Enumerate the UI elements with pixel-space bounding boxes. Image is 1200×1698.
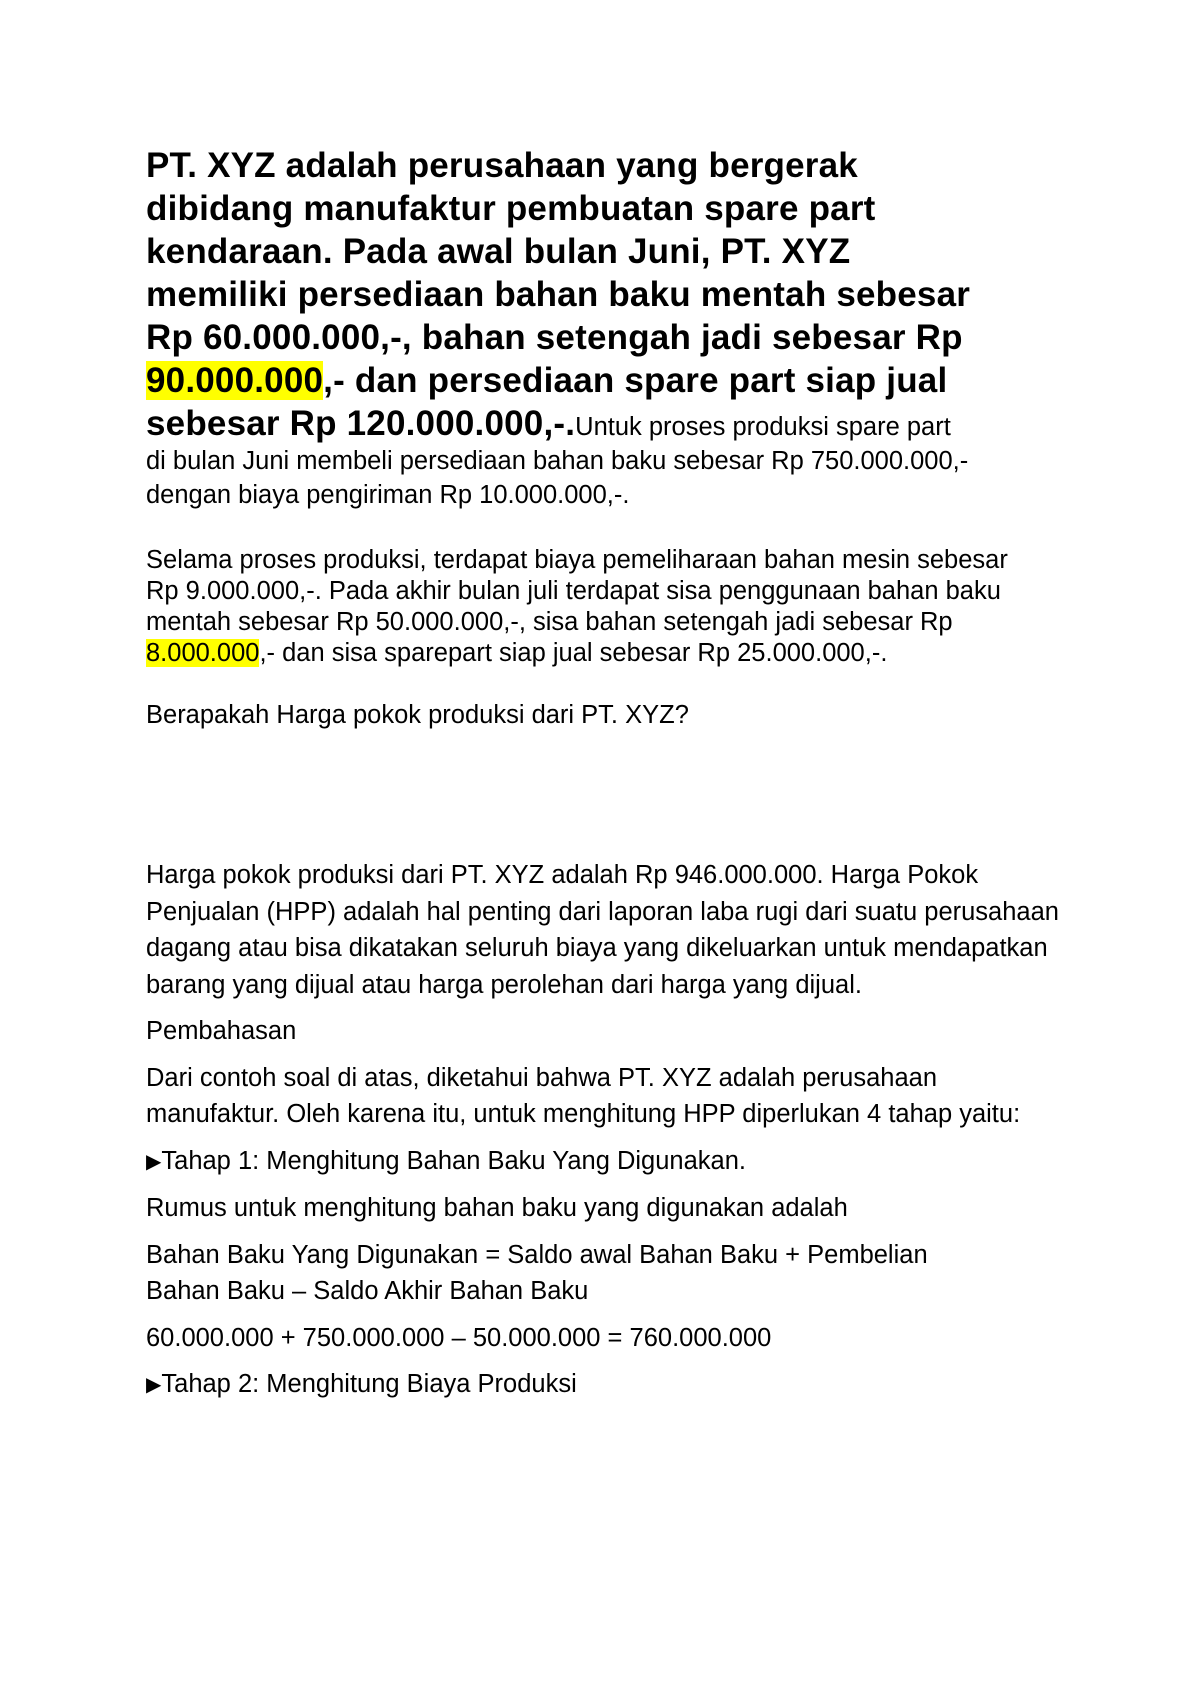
step1-heading	[146, 1143, 1076, 1181]
step1-title: Tahap 1: Menghitung Bahan Baku Yang Digunakan.	[161, 1146, 746, 1175]
intro-paragraph	[146, 145, 974, 514]
rumus-formula: Bahan Baku Yang Digunakan = Saldo awal Bahan Baku + Pembelian Bahan Baku – Saldo Akhir Bahan Baku	[146, 1240, 928, 1305]
rumus-intro: Rumus untuk menghitung bahan baku yang digunakan adalah	[146, 1194, 848, 1222]
intro-bold-text-1: PT. XYZ adalah perusahaan yang bergerak dibidang manufaktur pembuatan spare part kendaraan. Pada awal bulan Juni, PT. XYZ memiliki persediaan bahan baku mentah sebesar Rp 60.000.000,-, bahan setengah jadi sebesar Rp	[146, 146, 971, 357]
step2-title: Tahap 2: Menghitung Biaya Produksi	[161, 1370, 577, 1398]
paragraph-production-costs	[146, 545, 1016, 669]
question-text: Berapakah Harga pokok produksi dari PT. XYZ?	[146, 701, 689, 729]
pembahasan-text: Dari contoh soal di atas, diketahui bahwa PT. XYZ adalah perusahaan manufaktur. Oleh karena itu, untuk menghitung HPP diperlukan 4 tahap yaitu:	[146, 1063, 1021, 1128]
pembahasan-heading: Pembahasan	[146, 1017, 297, 1045]
paragraph2-text-1: Selama proses produksi, terdapat biaya pemeliharaan bahan mesin sebesar Rp 9.000.000,-. Pada akhir bulan juli terdapat sisa penggunaan bahan baku mentah sebesar Rp 50.000.000,-, sisa bahan setengah jadi sebesar Rp	[146, 546, 1008, 636]
paragraph2-text-2: ,- dan sisa sparepart siap jual sebesar Rp 25.000.000,-.	[259, 639, 888, 667]
answer-paragraph: Harga pokok produksi dari PT. XYZ adalah Rp 946.000.000. Harga Pokok Penjualan (HPP) adalah hal penting dari laporan laba rugi dari suatu perusahaan dagang atau bisa dikatakan seluruh biaya yang dikeluarkan untuk mendapatkan barang yang dijual atau harga perolehan dari harga yang dijual.	[146, 861, 1059, 999]
intro-highlight-value: 90.000.000	[146, 361, 324, 400]
document-page	[146, 145, 1076, 1404]
play-arrow-icon: ▶	[146, 1150, 162, 1173]
intro-regular-text: Untuk proses produksi spare part di bulan Juni membeli persediaan bahan baku sebesar Rp 750.000.000,- dengan biaya pengiriman Rp 10.000.000,-.	[146, 413, 969, 509]
step2-heading	[146, 1366, 1076, 1404]
calculation-line: 60.000.000 + 750.000.000 – 50.000.000 = 760.000.000	[146, 1323, 772, 1352]
play-arrow-icon: ▶	[146, 1374, 162, 1396]
paragraph2-highlight-value: 8.000.000	[146, 639, 260, 667]
intro-bold-text-2: ,- dan persediaan spare part siap jual sebesar Rp 120.000.000,-.	[146, 361, 948, 443]
